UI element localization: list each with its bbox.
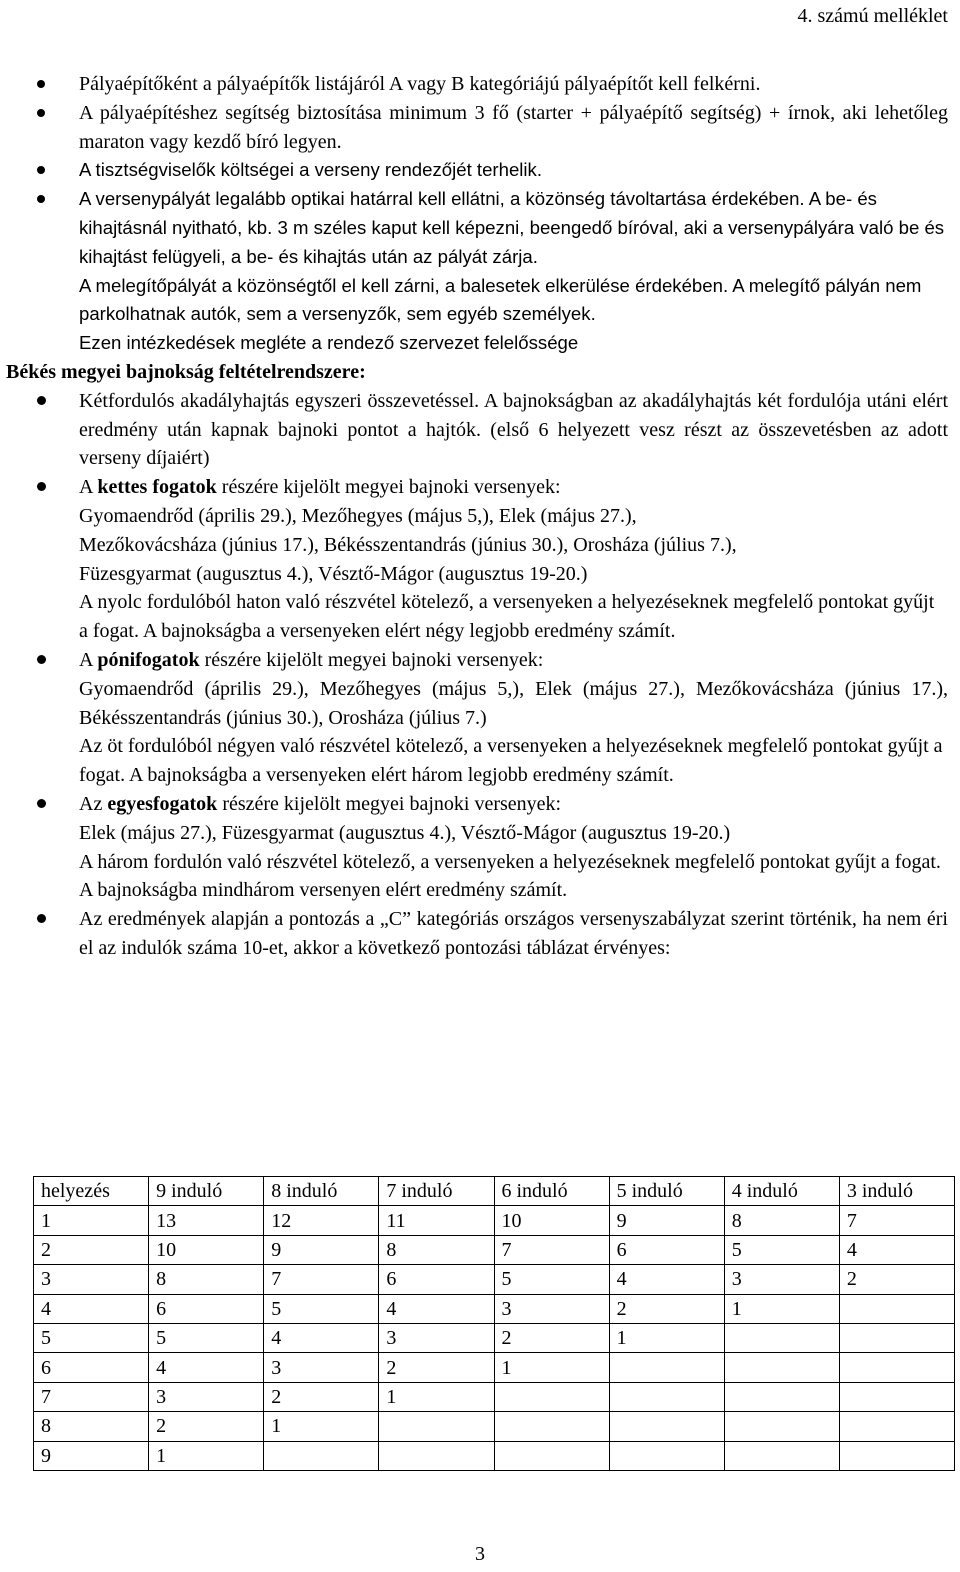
table-cell: 7 [264,1265,379,1294]
intro-bullet-3 [0,156,948,185]
intro-bullet-text: A pályaépítéshez segítség biztosítása minimum 3 fő (starter + pályaépítő segítség) + írnok, aki lehetőleg maraton vagy kezdő bíró legyen. [79,101,948,153]
table-row [34,1412,955,1441]
points-table [33,1176,955,1471]
table-cell [839,1382,954,1411]
table-cell: 6 [609,1235,724,1264]
table-cell: 2 [34,1235,149,1264]
table-cell: 4 [839,1235,954,1264]
table-cell: 9 [264,1235,379,1264]
table-header-row [34,1177,955,1206]
table-cell: 8 [379,1235,494,1264]
table-cell: 1 [724,1294,839,1323]
table-cell: 1 [34,1206,149,1235]
table-cell: 5 [149,1323,264,1352]
table-row [34,1265,955,1294]
intro-bullet-text: A tisztségviselők költségei a verseny rendezőjét terhelik. [79,159,543,181]
intro-bullet-1 [0,70,948,99]
table-header-cell: 7 induló [379,1177,494,1206]
table-cell: 1 [149,1441,264,1470]
table-cell: 1 [379,1382,494,1411]
table-header-cell: 5 induló [609,1177,724,1206]
table-cell: 10 [149,1235,264,1264]
table-cell: 3 [494,1294,609,1323]
rule-item-scoring [0,905,948,963]
table-cell: 4 [264,1323,379,1352]
pairs-events-line: Füzesgyarmat (augusztus 4.), Vésztő-Mágor (augusztus 19-20.) [79,562,588,585]
table-header-cell: 3 induló [839,1177,954,1206]
rule-item-pony [0,646,948,790]
table-header-cell: 8 induló [264,1177,379,1206]
table-row [34,1206,955,1235]
table-cell: 13 [149,1206,264,1235]
table-cell: 4 [149,1353,264,1382]
single-events: Elek (május 27.), Füzesgyarmat (augusztus 4.), Vésztő-Mágor (augusztus 19-20.) [79,821,731,844]
table-row [34,1235,955,1264]
table-cell: 5 [264,1294,379,1323]
table-cell [839,1323,954,1352]
table-cell [839,1412,954,1441]
table-cell: 2 [494,1323,609,1352]
pony-events: Gyomaendrőd (április 29.), Mezőhegyes (május 5,), Elek (május 27.), Mezőkovácsháza (június 17.), Békésszentandrás (június 30.), Orosháza (július 7.) [79,677,948,729]
pairs-bold: kettes fogatok [97,476,217,499]
document-body [0,70,948,963]
table-header-cell: 4 induló [724,1177,839,1206]
table-cell: 2 [609,1294,724,1323]
table-cell [839,1294,954,1323]
table-cell [724,1323,839,1352]
table-cell [609,1382,724,1411]
table-cell [494,1382,609,1411]
table-cell [609,1353,724,1382]
table-cell: 8 [724,1206,839,1235]
intro-bullet-text: Pályaépítőként a pályaépítők listájáról A vagy B kategóriájú pályaépítőt kell felkérni. [79,73,761,95]
table-row [34,1323,955,1352]
table-cell [264,1441,379,1470]
table-header-cell: 6 induló [494,1177,609,1206]
table-cell: 2 [839,1265,954,1294]
pony-title: A pónifogatok részére kijelölt megyei bajnoki versenyek: [79,648,544,671]
table-cell [379,1412,494,1441]
table-cell: 6 [149,1294,264,1323]
table-cell [609,1441,724,1470]
table-cell: 2 [379,1353,494,1382]
table-row [34,1441,955,1470]
table-cell: 11 [379,1206,494,1235]
points-table-wrapper [33,1176,955,1471]
single-bold: egyesfogatok [107,792,218,815]
table-cell [839,1441,954,1470]
section-heading: Békés megyei bajnokság feltételrendszere: [6,360,366,383]
responsibility-text: Ezen intézkedések megléte a rendező szervezet felelőssége [79,332,579,354]
scoring-text: Az eredmények alapján a pontozás a „C” kategóriás országos versenyszabályzat szerint történik, ha nem éri el az indulók száma 10-et, akkor a következő pontozási táblázat érvényes: [79,908,948,959]
table-cell: 1 [494,1353,609,1382]
table-cell [379,1441,494,1470]
table-cell [724,1382,839,1411]
points-table-body [34,1177,955,1471]
table-cell: 5 [724,1235,839,1264]
table-header-cell: 9 induló [149,1177,264,1206]
table-cell: 8 [149,1265,264,1294]
single-title: Az egyesfogatok részére kijelölt megyei bajnoki versenyek: [79,792,562,815]
table-cell [724,1353,839,1382]
pony-note: Az öt fordulóból négyen való részvétel kötelező, a versenyeken a helyezéseknek megfelelő pontokat gyűjt a fogat. A bajnokságba a versenyeken elért három legjobb eredmény számít. [79,735,943,787]
annex-label: 4. számú melléklet [797,5,948,27]
pairs-events-line: Gyomaendrőd (április 29.), Mezőhegyes (május 5,), Elek (május 27.), [79,504,637,527]
rule-text: Kétfordulós akadályhajtás egyszeri összevetéssel. A bajnokságban az akadályhajtás két fordulója utáni elért eredmény után kapnak bajnoki pontot a hajtók. (első 6 helyezett vesz részt az összevetésben az adott verseny díjaiért) [79,389,948,470]
table-cell: 9 [34,1441,149,1470]
table-cell: 4 [609,1265,724,1294]
intro-bullet-text: A versenypályát legalább optikai határral kell ellátni, a közönség távoltartása érdekében. A be- és kihajtásnál nyitható, kb. 3 m széles kaput kell képezni, beengedő bíróval, aki a versenypályára való be és kihajtást felügyeli, a be- és kihajtás után az pályát zárja. [79,188,945,267]
table-cell: 7 [839,1206,954,1235]
table-cell: 5 [34,1323,149,1352]
table-cell: 7 [34,1382,149,1411]
table-cell: 5 [494,1265,609,1294]
pairs-title: A kettes fogatok részére kijelölt megyei bajnoki versenyek: [79,476,561,499]
rule-item-pairs [0,473,948,646]
table-cell [494,1412,609,1441]
page-number: 3 [475,1543,485,1565]
pony-bold: pónifogatok [97,648,200,671]
table-row [34,1382,955,1411]
table-cell [724,1441,839,1470]
table-header-cell: helyezés [34,1177,149,1206]
table-cell: 3 [724,1265,839,1294]
table-cell [609,1412,724,1441]
table-cell: 4 [379,1294,494,1323]
table-row [34,1294,955,1323]
table-cell: 3 [34,1265,149,1294]
table-cell [839,1353,954,1382]
intro-bullet-4 [0,185,948,358]
table-cell: 2 [264,1382,379,1411]
table-cell: 4 [34,1294,149,1323]
table-cell: 1 [609,1323,724,1352]
intro-bullet-2 [0,99,948,157]
table-cell [494,1441,609,1470]
warmup-text: A melegítőpályát a közönségtől el kell zárni, a balesetek elkerülése érdekében. A melegítő pályán nem parkolhatnak autók, sem a versenyzők, sem egyéb személyek. [79,274,922,325]
pairs-events-line: Mezőkovácsháza (június 17.), Békésszentandrás (június 30.), Orosháza (július 7.), [79,533,737,556]
table-cell: 10 [494,1206,609,1235]
table-cell: 7 [494,1235,609,1264]
rule-item-format [0,387,948,473]
pairs-note: A nyolc fordulóból haton való részvétel kötelező, a versenyeken a helyezéseknek megfelelő pontokat gyűjt a fogat. A bajnokságba a versenyeken elért négy legjobb eredmény számít. [79,591,935,643]
table-cell: 6 [34,1353,149,1382]
table-cell: 3 [379,1323,494,1352]
table-cell: 6 [379,1265,494,1294]
single-note: A három fordulón való részvétel kötelező, a versenyeken a helyezéseknek megfelelő pontokat gyűjt a fogat. A bajnokságba mindhárom versenyen elért eredmény számít. [79,850,941,902]
table-row [34,1353,955,1382]
table-cell: 8 [34,1412,149,1441]
table-cell: 1 [264,1412,379,1441]
table-cell: 3 [264,1353,379,1382]
rule-item-single [0,790,948,905]
table-cell: 3 [149,1382,264,1411]
table-cell [724,1412,839,1441]
table-cell: 9 [609,1206,724,1235]
table-cell: 12 [264,1206,379,1235]
table-cell: 2 [149,1412,264,1441]
